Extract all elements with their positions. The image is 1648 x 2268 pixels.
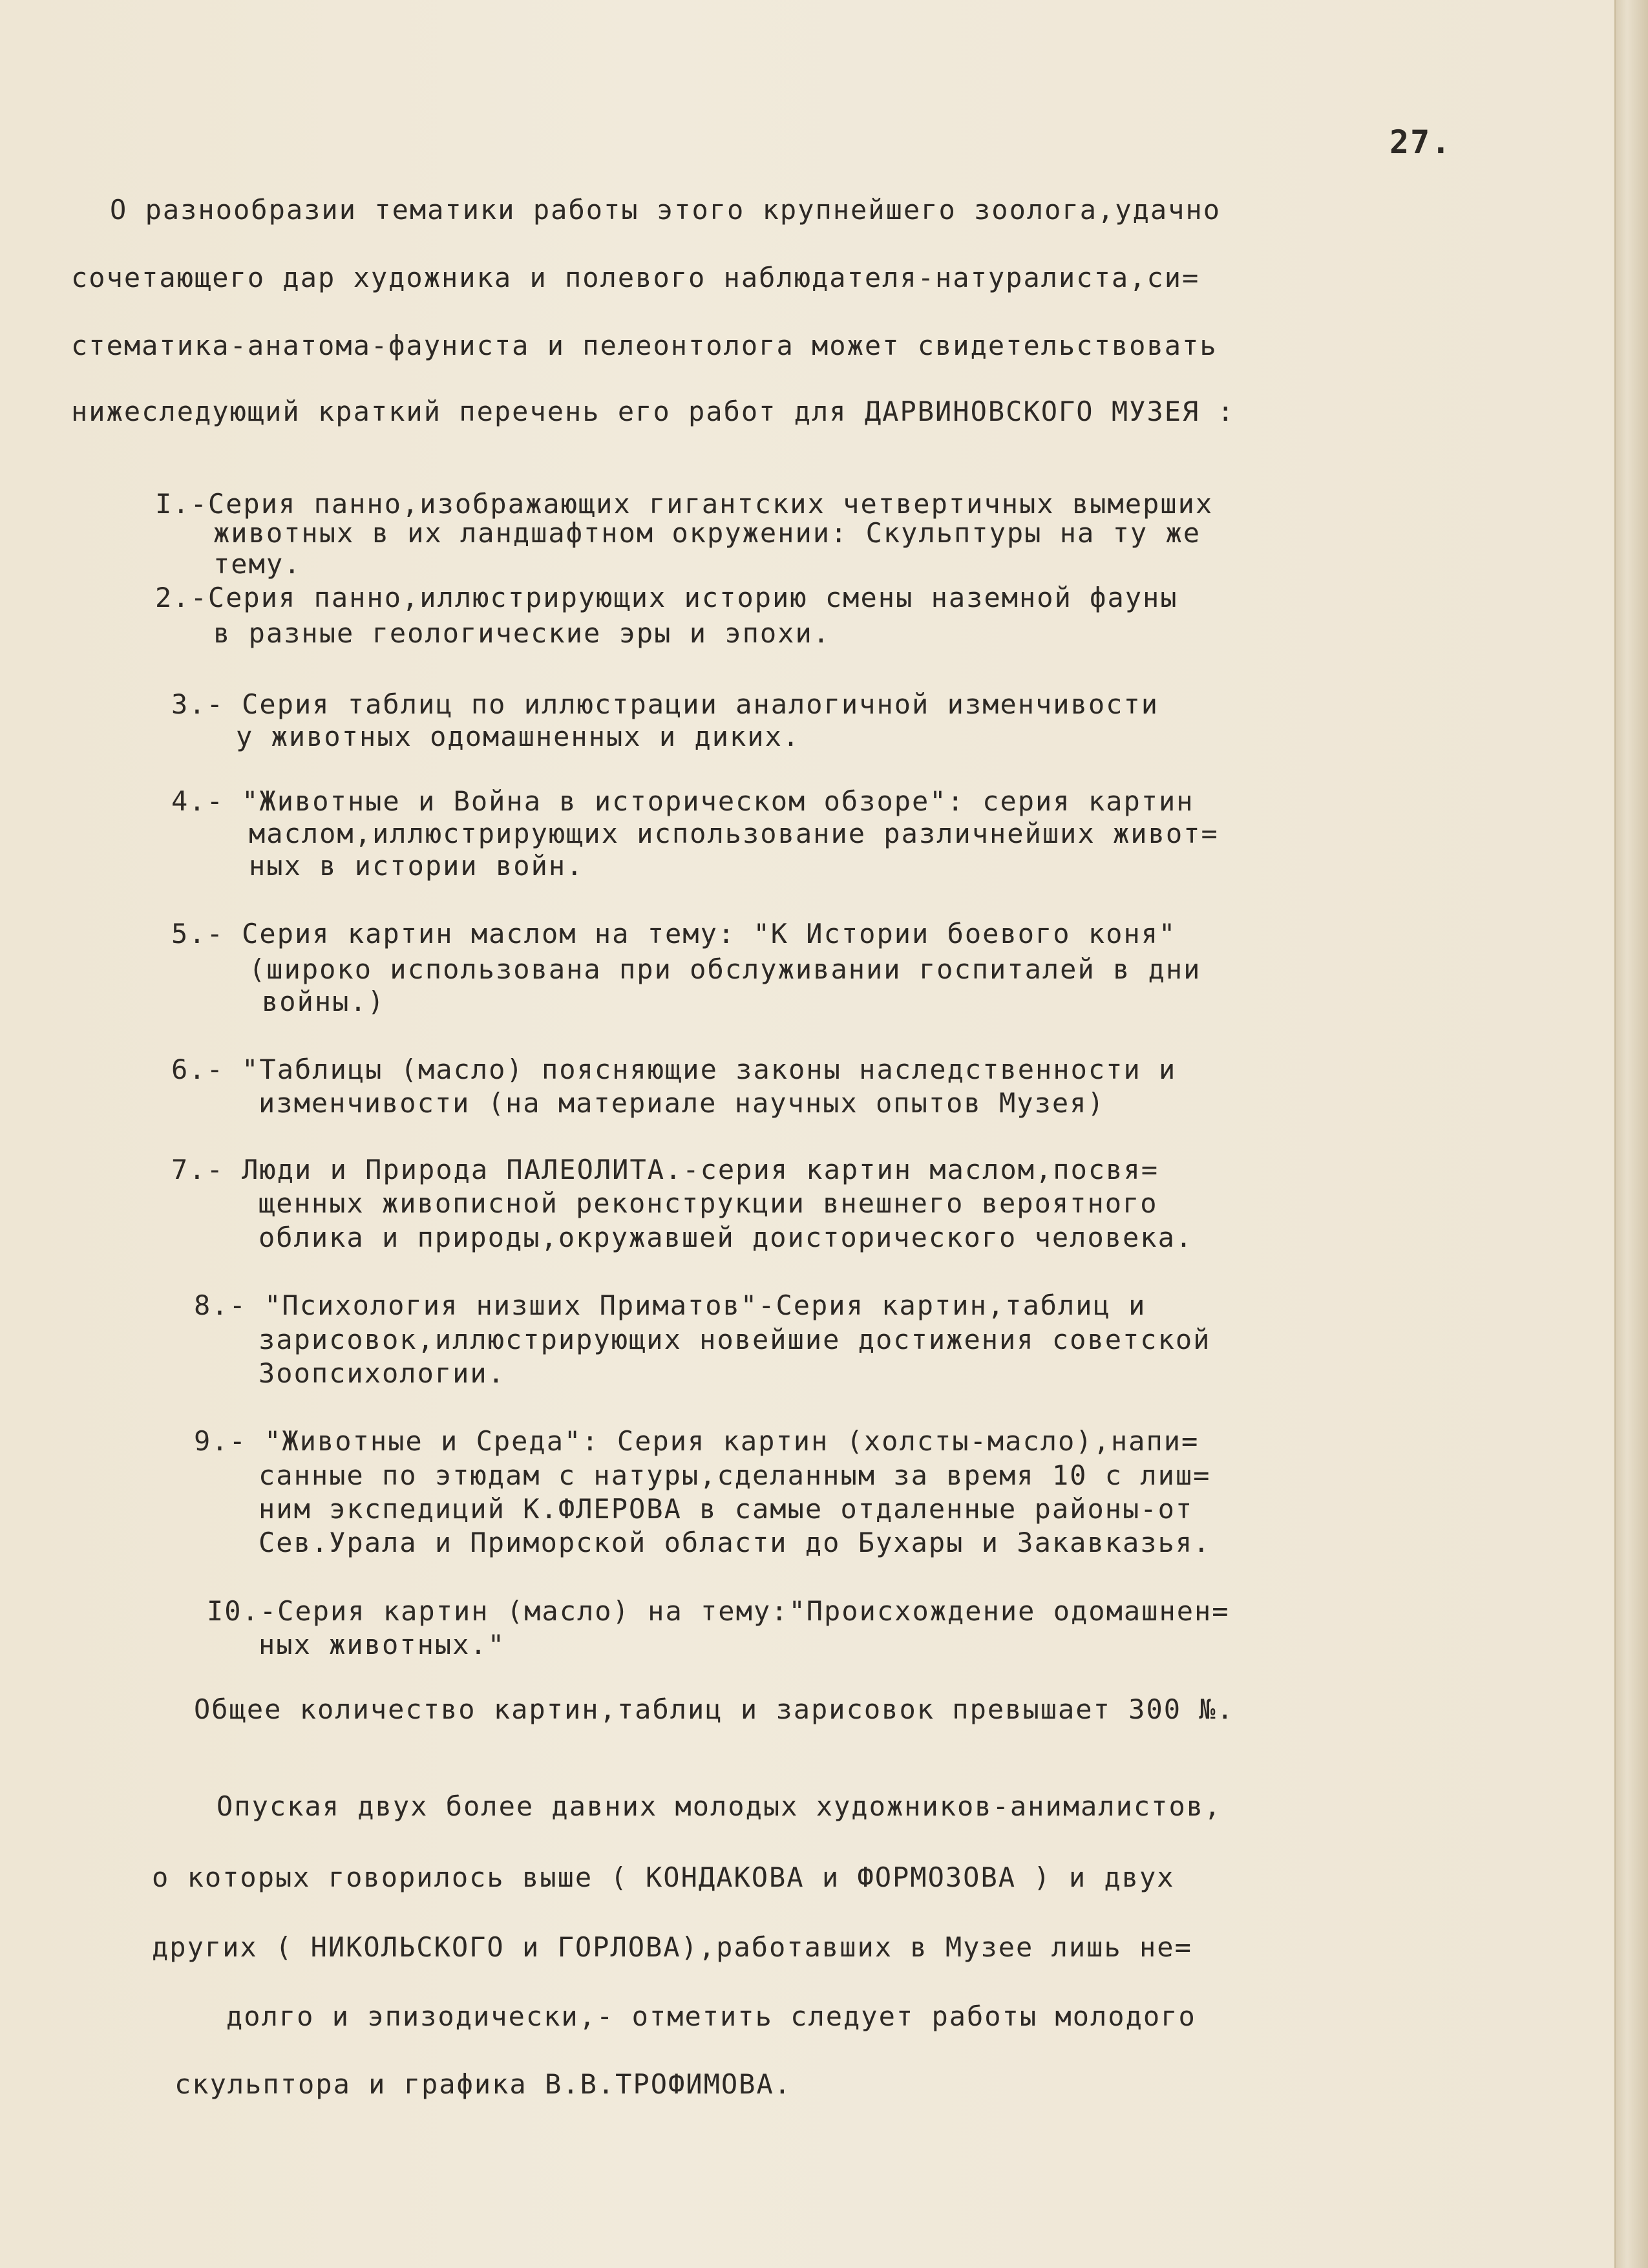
- list-item-line: ним экспедиций К.ФЛЕРОВА в самые отдаленные районы-от: [259, 1493, 1194, 1525]
- intro-line: стематика-анатома-фауниста и пелеонтолога может свидетельствовать: [71, 330, 1218, 361]
- closing-line: Опуская двух более давних молодых художников-анималистов,: [217, 1790, 1222, 1822]
- list-item-line: облика и природы,окружавшей доисторического человека.: [259, 1222, 1194, 1253]
- closing-line: скульптора и графика В.В.ТРОФИМОВА.: [174, 2068, 792, 2100]
- list-item-line: 6.- "Таблицы (масло) поясняющие законы наследственности и: [171, 1054, 1177, 1085]
- list-item-line: изменчивости (на материале научных опытов Музея): [259, 1087, 1105, 1119]
- list-item-line: Сев.Урала и Приморской области до Бухары и Закавказья.: [259, 1527, 1211, 1558]
- closing-line: о которых говорилось выше ( КОНДАКОВА и ФОРМОЗОВА ) и двух: [152, 1861, 1175, 1893]
- total-line: Общее количество картин,таблиц и зарисовок превышает 300 №.: [194, 1693, 1234, 1725]
- list-item-line: щенных живописной реконструкции внешнего вероятного: [259, 1187, 1158, 1219]
- list-item-line: ных в истории войн.: [249, 850, 584, 882]
- list-item-line: 7.- Люди и Природа ПАЛЕОЛИТА.-серия картин маслом,посвя=: [171, 1154, 1159, 1185]
- intro-line: О разнообразии тематики работы этого крупнейшего зоолога,удачно: [110, 194, 1221, 226]
- page-number: 27.: [1389, 123, 1452, 161]
- list-item-line: животных в их ландшафтном окружении: Скульптуры на ту же: [213, 517, 1201, 549]
- list-item-line: 5.- Серия картин маслом на тему: "К Истории боевого коня": [171, 918, 1177, 949]
- list-item-line: санные по этюдам с натуры,сделанным за время 10 с лиш=: [259, 1459, 1211, 1491]
- page-edge: [1614, 0, 1648, 2268]
- list-item-line: у животных одомашненных и диких.: [236, 721, 801, 752]
- list-item-line: I.-Серия панно,изображающих гигантских четвертичных вымерших: [155, 488, 1214, 520]
- list-item-line: 2.-Серия панно,иллюстрирующих историю смены наземной фауны: [155, 582, 1178, 613]
- list-item-line: Зоопсихологии.: [259, 1357, 506, 1389]
- list-item-line: 4.- "Животные и Война в историческом обзоре": серия картин: [171, 785, 1194, 817]
- list-item-line: (широко использована при обслуживании госпиталей в дни: [249, 953, 1201, 985]
- closing-line: других ( НИКОЛЬСКОГО и ГОРЛОВА),работавших в Музее лишь не=: [152, 1931, 1192, 1963]
- list-item-line: I0.-Серия картин (масло) на тему:"Происхождение одомашнен=: [207, 1595, 1230, 1627]
- intro-line: сочетающего дар художника и полевого наблюдателя-натуралиста,си=: [71, 262, 1200, 293]
- list-item-line: войны.): [262, 986, 386, 1017]
- list-item-line: зарисовок,иллюстрирующих новейшие достижения советской: [259, 1324, 1211, 1355]
- list-item-line: маслом,иллюстрирующих использование различнейших живот=: [249, 818, 1219, 849]
- list-item-line: тему.: [213, 548, 302, 580]
- list-item-line: 8.- "Психология низших Приматов"-Серия картин,таблиц и: [194, 1289, 1146, 1321]
- list-item-line: 9.- "Животные и Среда": Серия картин (холсты-масло),напи=: [194, 1425, 1199, 1457]
- list-item-line: 3.- Серия таблиц по иллюстрации аналогичной изменчивости: [171, 688, 1159, 720]
- list-item-line: ных животных.": [259, 1629, 506, 1660]
- list-item-line: в разные геологические эры и эпохи.: [213, 617, 831, 649]
- closing-line: долго и эпизодически,- отметить следует работы молодого: [226, 2000, 1196, 2032]
- intro-line: нижеследующий краткий перечень его работ для ДАРВИНОВСКОГО МУЗЕЯ :: [71, 396, 1235, 427]
